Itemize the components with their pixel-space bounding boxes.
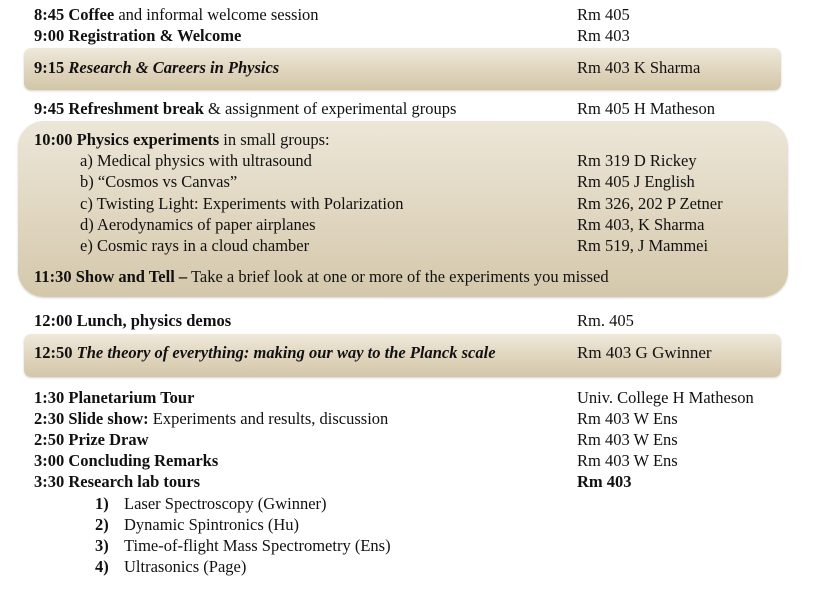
schedule-row-planetarium [34,387,194,408]
row-title: The theory of everything: making our way to the Planck scale [76,343,496,362]
row-room: Rm 403 K Sharma [577,58,701,77]
experiment-item: b) “Cosmos vs Canvas” [80,172,238,191]
schedule-row-slide-show [34,408,388,429]
row-title: Refreshment break [68,99,204,118]
row-room: Rm 405 H Matheson [577,99,715,118]
row-room: Rm 405 [577,5,630,24]
row-description: in small groups: [219,130,330,149]
row-room: Rm. 405 [577,311,634,330]
schedule-row-research-careers [34,57,279,78]
row-title: Planetarium Tour [68,388,195,407]
row-room: Rm 403 W Ens [577,430,678,449]
row-description: Experiments and results, discussion [148,409,389,428]
row-time: 12:50 [34,343,73,362]
experiment-room: Rm 519, J Mammei [577,236,709,255]
schedule-row-refreshment [34,98,456,119]
tour-number: 2) [95,515,109,534]
experiment-item: d) Aerodynamics of paper airplanes [80,215,316,234]
row-time: 12:00 [34,311,73,330]
experiment-item: c) Twisting Light: Experiments with Polarization [80,194,404,213]
experiment-room: Rm 326, 202 P Zetner [577,194,723,213]
row-time: 3:30 [34,472,65,491]
row-title: Lunch, physics demos [76,311,232,330]
row-room: Rm 403 [577,26,630,45]
experiment-room: Rm 403, K Sharma [577,215,705,234]
row-title: Show and Tell – [75,267,188,286]
tour-item: Ultrasonics (Page) [124,557,247,576]
schedule-row-coffee [34,4,319,25]
row-title: Slide show: [68,409,149,428]
row-time: 9:00 [34,26,65,45]
row-room: Rm 403 [577,472,632,491]
schedule-row-theory [34,342,496,363]
row-time: 3:00 [34,451,65,470]
row-time: 11:30 [34,267,72,286]
row-time: 8:45 [34,5,65,24]
row-title: Concluding Remarks [68,451,219,470]
schedule-row-lunch [34,310,231,331]
row-description: Take a brief look at one or more of the experiments you missed [187,267,609,286]
row-time: 9:45 [34,99,65,118]
row-title: Research lab tours [68,472,201,491]
row-room: Rm 403 W Ens [577,451,678,470]
row-time: 2:30 [34,409,65,428]
row-room: Rm 403 W Ens [577,409,678,428]
schedule-row-prize-draw [34,429,149,450]
tour-number: 3) [95,536,109,555]
schedule-row-show-and-tell [34,266,609,287]
row-title: Coffee [68,5,115,24]
schedule-row-concluding [34,450,218,471]
experiment-item: e) Cosmic rays in a cloud chamber [80,236,310,255]
row-title: Prize Draw [68,430,149,449]
row-title: Research & Careers in Physics [68,58,280,77]
experiment-room: Rm 405 J English [577,172,695,191]
row-room: Rm 403 G Gwinner [577,343,712,362]
row-description: and informal welcome session [114,5,319,24]
tour-item: Dynamic Spintronics (Hu) [124,515,300,534]
tour-number: 1) [95,494,109,513]
row-room: Univ. College H Matheson [577,388,754,407]
row-time: 9:15 [34,58,65,77]
row-time: 1:30 [34,388,65,407]
row-time: 2:50 [34,430,65,449]
tour-item: Time-of-flight Mass Spectrometry (Ens) [124,536,391,555]
schedule-row-registration [34,25,241,46]
experiment-room: Rm 319 D Rickey [577,151,697,170]
experiment-item: a) Medical physics with ultrasound [80,151,312,170]
row-title: Registration & Welcome [68,26,242,45]
row-time: 10:00 [34,130,73,149]
tour-item: Laser Spectroscopy (Gwinner) [124,494,327,513]
schedule-row-lab-tours [34,471,200,492]
row-title: Physics experiments [76,130,220,149]
tour-number: 4) [95,557,109,576]
schedule-row-experiments [34,129,330,150]
row-description: & assignment of experimental groups [203,99,457,118]
